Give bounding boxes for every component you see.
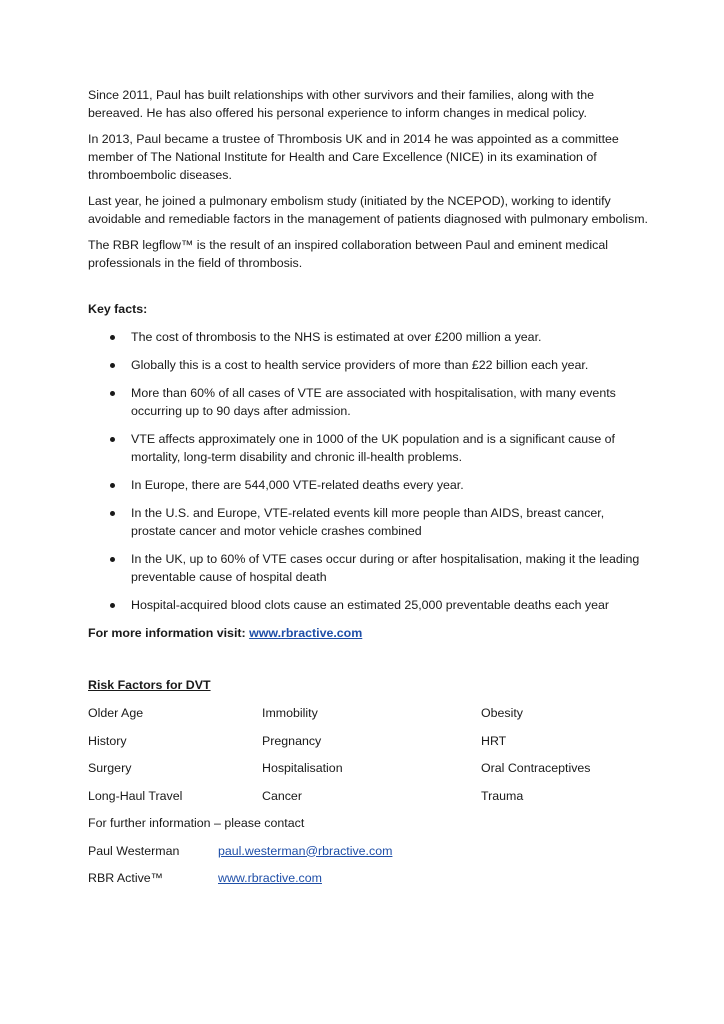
contact-name: Paul Westerman	[88, 843, 180, 858]
list-item	[88, 384, 648, 420]
document-page	[88, 86, 648, 897]
bullet-icon	[110, 603, 115, 608]
risk-factor: Surgery	[88, 761, 132, 775]
risk-factor: Long-Haul Travel	[88, 788, 183, 803]
intro-paragraph-3: Last year, he joined a pulmonary embolism study (initiated by the NCEPOD), working to identify avoidable and remediable factors in the management of patients diagnosed with pulmonary embolism.	[88, 194, 648, 226]
list-item	[88, 328, 648, 346]
contact-row	[88, 842, 648, 860]
more-info-line	[88, 624, 648, 642]
list-item	[88, 356, 648, 374]
bullet-icon	[110, 391, 115, 396]
contact-name: RBR Active™	[88, 871, 164, 885]
list-item	[88, 476, 648, 494]
website-link[interactable]: www.rbractive.com	[218, 871, 322, 885]
bullet-icon	[110, 557, 115, 562]
website-link[interactable]: www.rbractive.com	[249, 626, 363, 640]
risk-factors-table	[88, 704, 648, 805]
contact-row	[88, 869, 648, 887]
bullet-icon	[110, 437, 115, 442]
risk-factor: Cancer	[262, 788, 302, 803]
risk-factor: Older Age	[88, 706, 144, 720]
risk-factor: Hospitalisation	[262, 761, 343, 775]
key-facts-heading: Key facts:	[88, 302, 148, 316]
fact-text: The cost of thrombosis to the NHS is estimated at over £200 million a year.	[131, 330, 542, 344]
risk-row	[88, 759, 648, 777]
risk-row	[88, 704, 648, 722]
fact-text: Hospital-acquired blood clots cause an estimated 25,000 preventable deaths each year	[131, 598, 610, 612]
fact-text: In the UK, up to 60% of VTE cases occur during or after hospitalisation, making it the leading preventable cause of hospital death	[131, 552, 640, 584]
bullet-icon	[110, 335, 115, 340]
fact-text: More than 60% of all cases of VTE are associated with hospitalisation, with many events occurring up to 90 days after admission.	[131, 386, 616, 418]
list-item	[88, 504, 648, 540]
risk-row	[88, 787, 648, 805]
risk-factor: Trauma	[481, 788, 524, 803]
fact-text: Globally this is a cost to health service providers of more than £22 billion each year.	[131, 358, 589, 372]
key-facts-list	[88, 328, 648, 614]
risk-row	[88, 732, 648, 750]
intro-paragraph-2: In 2013, Paul became a trustee of Thrombosis UK and in 2014 he was appointed as a committee member of The National Institute for Health and Care Excellence (NICE) in its examination of thromboembolic diseases.	[88, 132, 619, 182]
bullet-icon	[110, 363, 115, 368]
fact-text: VTE affects approximately one in 1000 of the UK population and is a significant cause of mortality, long-term disability and chronic ill-health problems.	[131, 432, 615, 464]
risk-factor: History	[88, 733, 127, 748]
fact-text: In Europe, there are 544,000 VTE-related deaths every year.	[131, 478, 464, 492]
risk-factor: Pregnancy	[262, 733, 322, 748]
risk-factor: Obesity	[481, 706, 524, 720]
bullet-icon	[110, 511, 115, 516]
fact-text: In the U.S. and Europe, VTE-related events kill more people than AIDS, breast cancer, prostate cancer and motor vehicle crashes combined	[131, 506, 605, 538]
risk-factor: Immobility	[262, 706, 318, 720]
risk-factor: Oral Contraceptives	[481, 761, 591, 775]
list-item	[88, 596, 648, 614]
email-link[interactable]: paul.westerman@rbractive.com	[218, 843, 393, 858]
list-item	[88, 430, 648, 466]
list-item	[88, 550, 648, 586]
risk-factors-title: Risk Factors for DVT	[88, 678, 211, 692]
intro-paragraph-4: The RBR legflow™ is the result of an inspired collaboration between Paul and eminent medical professionals in the field of thrombosis.	[88, 238, 609, 270]
risk-factor: HRT	[481, 733, 507, 748]
bullet-icon	[110, 483, 115, 488]
contact-intro: For further information – please contact	[88, 816, 305, 830]
more-info-label: For more information visit:	[88, 626, 246, 640]
intro-paragraph-1: Since 2011, Paul has built relationships with other survivors and their families, along with the bereaved. He has also offered his personal experience to inform changes in medical policy.	[88, 88, 594, 120]
